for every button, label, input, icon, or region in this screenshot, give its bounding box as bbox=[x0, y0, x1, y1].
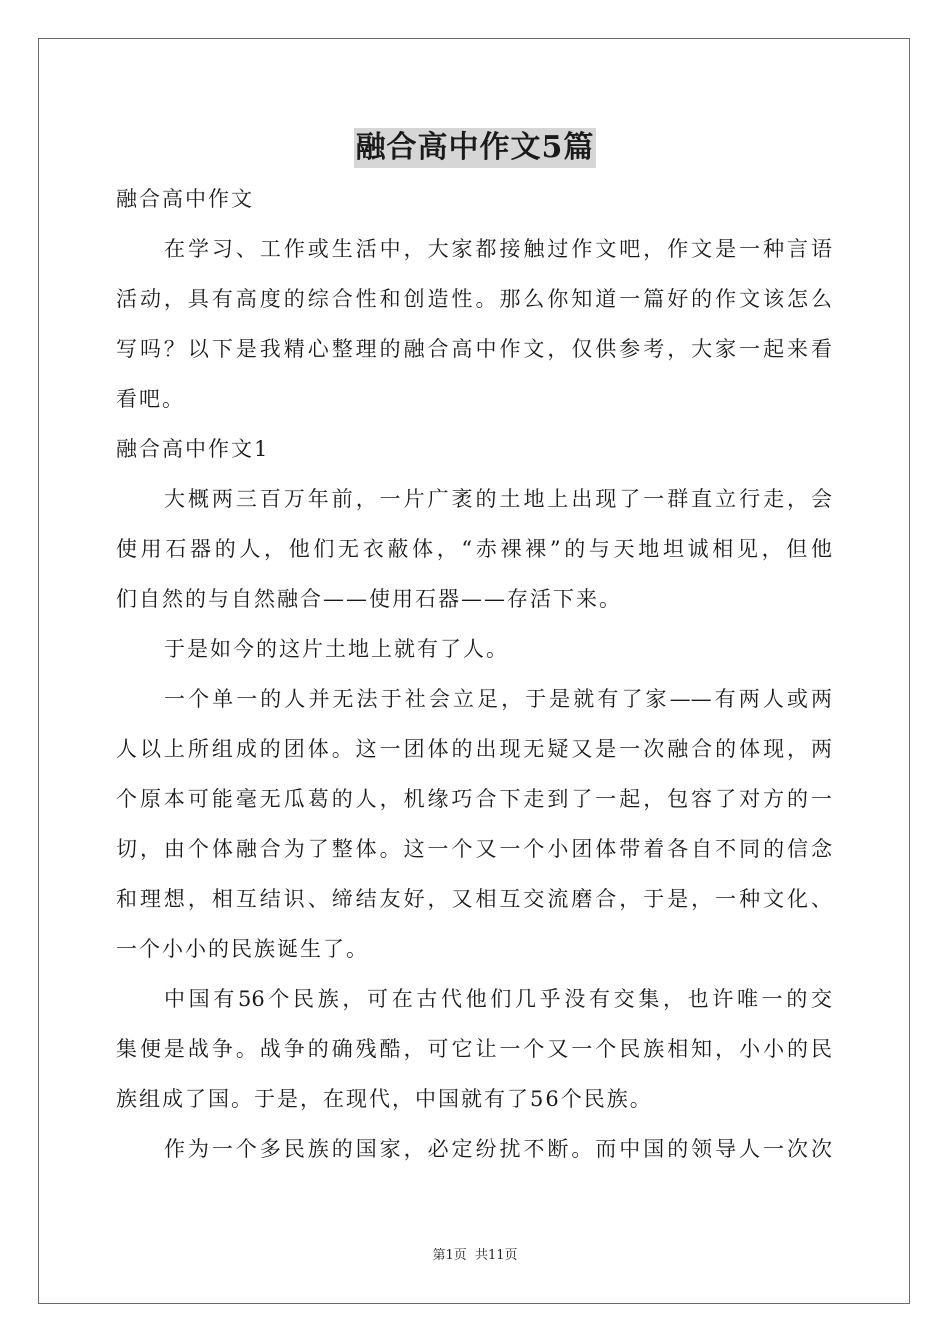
text-line: 人以上所组成的团体。这一团体的出现无疑又是一次融合的体现，两 bbox=[116, 737, 832, 761]
text-line: 大概两三百万年前，一片广袤的土地上出现了一群直立行走，会 bbox=[164, 487, 832, 511]
text-line: 个原本可能毫无瓜葛的人，机缘巧合下走到了一起，包容了对方的一 bbox=[116, 787, 832, 811]
page-total: 共11页 bbox=[474, 1248, 518, 1263]
section-heading: 融合高中作文1 bbox=[116, 437, 270, 461]
text-line: 在学习、工作或生活中，大家都接触过作文吧，作文是一种言语 bbox=[164, 237, 832, 261]
text-line: 们自然的与自然融合——使用石器——存活下来。 bbox=[116, 587, 622, 611]
document-title: 融合高中作文5篇 bbox=[354, 128, 597, 168]
text-line: 集便是战争。战争的确残酷，可它让一个又一个民族相知，小小的民 bbox=[116, 1037, 832, 1061]
text-line: 写吗？以下是我精心整理的融合高中作文，仅供参考，大家一起来看 bbox=[116, 337, 832, 361]
text-line: 作为一个多民族的国家，必定纷扰不断。而中国的领导人一次次 bbox=[164, 1137, 832, 1161]
text-line: 活动，具有高度的综合性和创造性。那么你知道一篇好的作文该怎么 bbox=[116, 287, 832, 311]
page-number: 第1页 bbox=[432, 1248, 467, 1263]
text-line: 中国有56个民族，可在古代他们几乎没有交集，也许唯一的交 bbox=[164, 987, 832, 1011]
text-line: 一个小小的民族诞生了。 bbox=[116, 937, 369, 961]
section-heading: 融合高中作文 bbox=[116, 187, 254, 211]
page-footer bbox=[0, 1246, 950, 1266]
text-line: 族组成了国。于是，在现代，中国就有了56个民族。 bbox=[116, 1087, 653, 1111]
title-block bbox=[0, 128, 950, 168]
text-line: 切，由个体融合为了整体。这一个又一个小团体带着各自不同的信念 bbox=[116, 837, 832, 861]
text-line: 使用石器的人，他们无衣蔽体，“赤裸裸”的与天地坦诚相见，但他 bbox=[116, 537, 832, 561]
document-body bbox=[116, 174, 832, 1174]
text-line: 一个单一的人并无法于社会立足，于是就有了家——有两人或两 bbox=[164, 687, 832, 711]
text-line: 于是如今的这片土地上就有了人。 bbox=[164, 637, 509, 661]
text-line: 看吧。 bbox=[116, 387, 185, 411]
text-line: 和理想，相互结识、缔结友好，又相互交流磨合，于是，一种文化、 bbox=[116, 887, 832, 911]
